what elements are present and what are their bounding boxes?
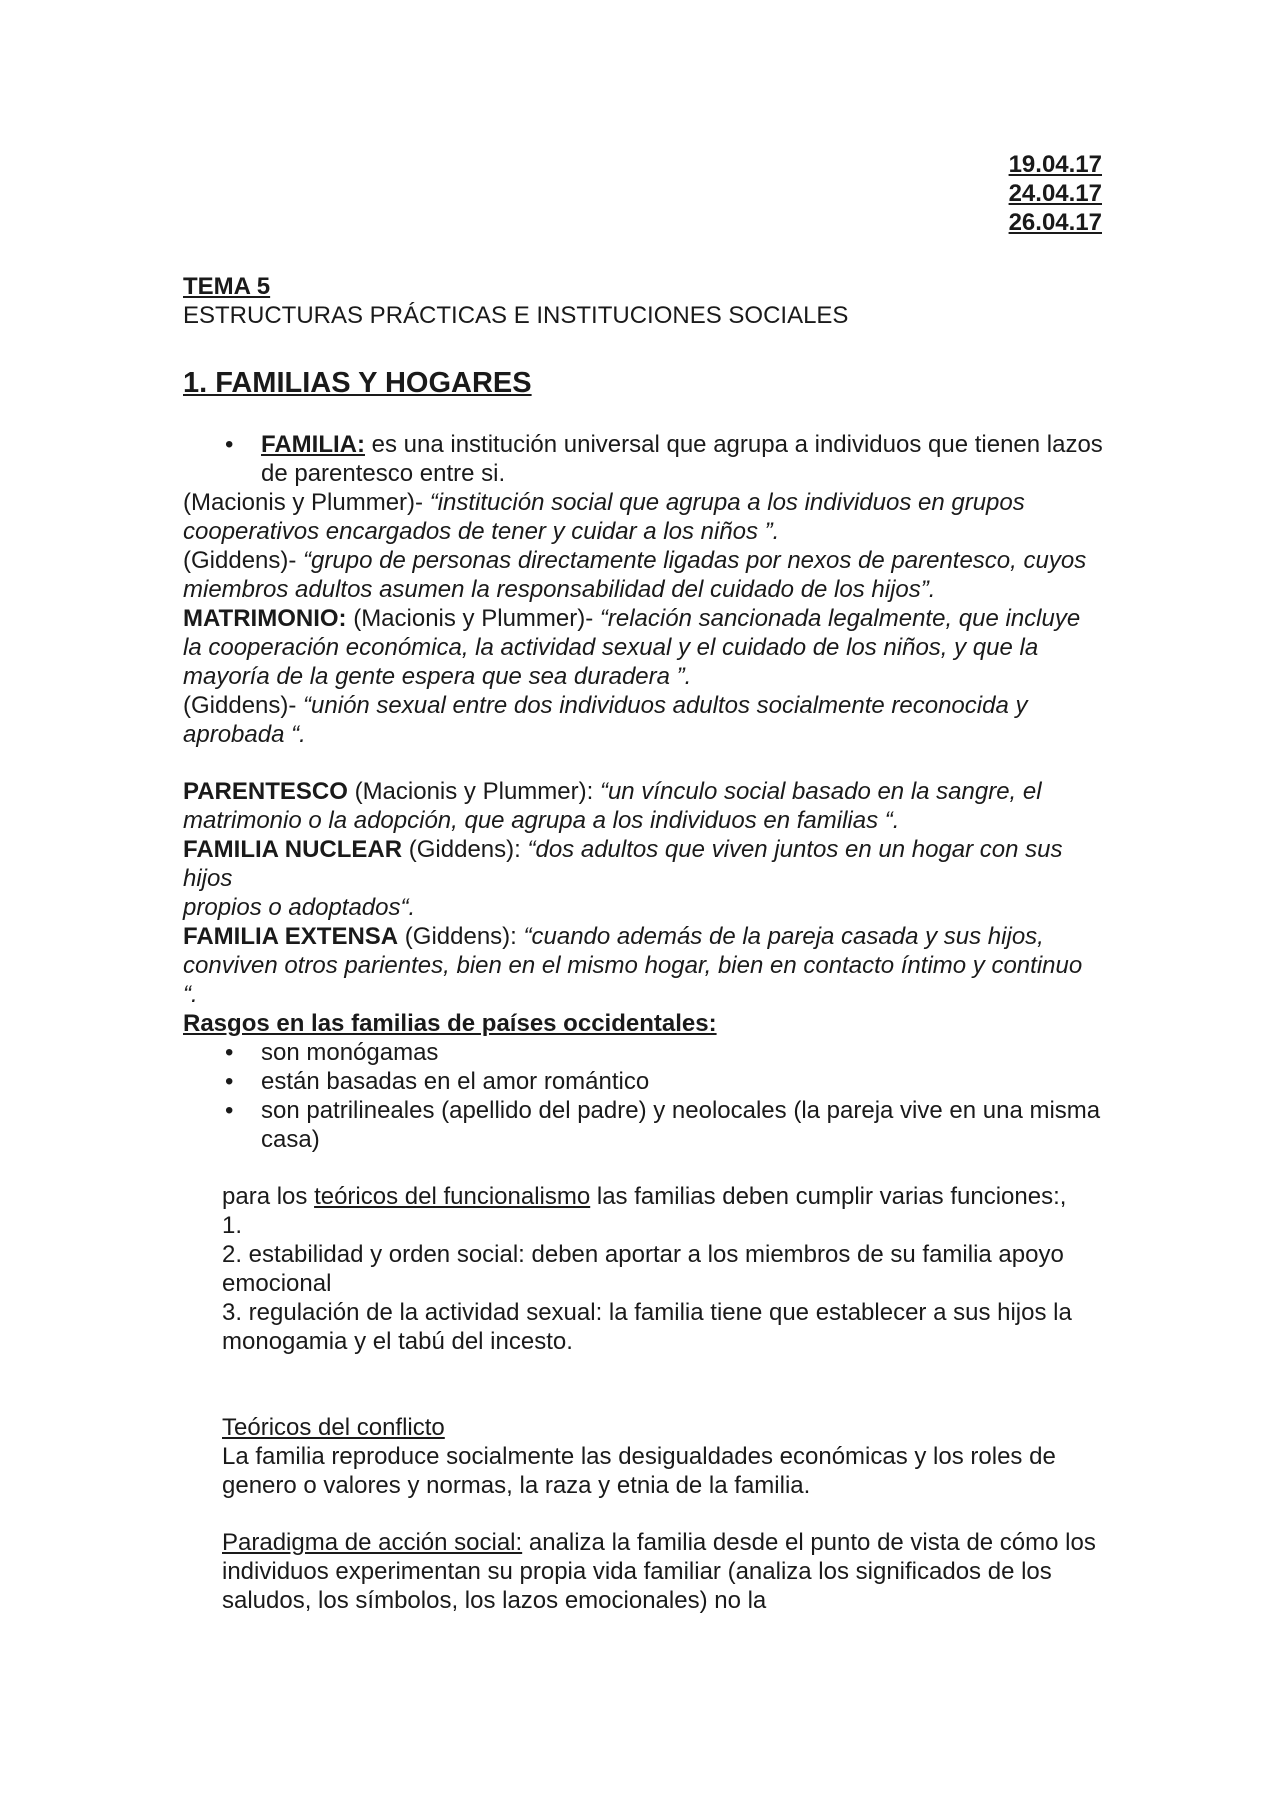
source-label: (Giddens): (398, 923, 524, 950)
function-item: 3. regulación de la actividad sexual: la familia tiene que establecer a sus hijos la monogamia y el tabú del incesto. (222, 1299, 1072, 1355)
document-body (183, 272, 1103, 1615)
text-span: analiza la familia desde el punto de vista de cómo los individuos experimentan su propia vida familiar (analiza los significados de los saludos, los símbolos, los lazos emocionales) no la (222, 1529, 1096, 1614)
matrimonio-term: MATRIMONIO: (183, 605, 347, 632)
list-item: • son monógamas (183, 1038, 1103, 1067)
source-label: (Macionis y Plummer): (347, 778, 600, 805)
quote-text: “unión sexual entre dos individuos adultos socialmente reconocida y aprobada “. (183, 692, 1028, 748)
rasgos-heading: Rasgos en las familias de países occidentales: (183, 1010, 717, 1037)
paradigma-paragraph (183, 1528, 1103, 1615)
text-span: las familias deben cumplir varias funciones:, (590, 1183, 1067, 1210)
function-item: 2. estabilidad y orden social: deben aportar a los miembros de su familia apoyo emocional (222, 1241, 1064, 1297)
tema-subtitle: ESTRUCTURAS PRÁCTICAS E INSTITUCIONES SOCIALES (183, 302, 849, 329)
quote-text: “un vínculo social basado en la sangre, el matrimonio o la adopción, que agrupa a los individuos en familias “. (183, 778, 1042, 834)
date-entry: 19.04.17 (1008, 151, 1102, 178)
parentesco-term: PARENTESCO (183, 778, 348, 805)
quote-text: “dos adultos que viven juntos en un hogar con sus hijos (183, 836, 1063, 892)
matrimonio-definition (183, 604, 1103, 691)
conflicto-text: La familia reproduce socialmente las desigualdades económicas y los roles de genero o valores y normas, la raza y etnia de la familia. (222, 1443, 1056, 1499)
funcionalismo-paragraph (183, 1182, 1103, 1211)
familia-term: FAMILIA: (261, 431, 365, 458)
familia-definition: es una institución universal que agrupa a individuos que tienen lazos de parentesco entre si. (261, 431, 1103, 487)
familia-giddens-definition (183, 546, 1103, 604)
matrimonio-giddens-definition (183, 691, 1103, 749)
rasgos-list (183, 1038, 1103, 1154)
conflicto-heading: Teóricos del conflicto (222, 1414, 445, 1441)
function-item: 1. (222, 1212, 243, 1239)
text-span: para los (222, 1183, 315, 1210)
quote-text: “relación sancionada legalmente, que incluye la cooperación económica, la actividad sexual y el cuidado de los niños, y que la mayoría de la gente espera que sea duradera ”. (183, 605, 1081, 690)
date-entry: 26.04.17 (1008, 209, 1102, 236)
paradigma-term: Paradigma de acción social: (222, 1529, 523, 1556)
tema-label: TEMA 5 (183, 273, 271, 300)
section-heading: 1. FAMILIAS Y HOGARES (183, 367, 532, 399)
source-label: (Giddens)- (183, 692, 304, 719)
extensa-term: FAMILIA EXTENSA (183, 923, 399, 950)
list-item: • están basadas en el amor romántico (183, 1067, 1103, 1096)
familia-nuclear-continuation: propios o adoptados“. (183, 894, 416, 921)
list-item (183, 430, 1103, 488)
source-label: (Giddens): (402, 836, 528, 863)
familia-extensa-definition (183, 922, 1103, 1009)
funcionalismo-term: teóricos del funcionalismo (314, 1183, 591, 1210)
list-item: • son patrilineales (apellido del padre) y neolocales (la pareja vive en una misma casa) (183, 1096, 1103, 1154)
quote-text: “cuando además de la pareja casada y sus hijos, conviven otros parientes, bien en el mismo hogar, bien en contacto íntimo y continuo “. (183, 923, 1083, 1008)
source-label: (Macionis y Plummer)- (183, 489, 430, 516)
familia-list (183, 430, 1103, 488)
familia-nuclear-definition (183, 835, 1103, 893)
parentesco-definition (183, 777, 1103, 835)
source-label: (Macionis y Plummer)- (346, 605, 600, 632)
date-list (1009, 150, 1102, 237)
quote-text: “institución social que agrupa a los individuos en grupos cooperativos encargados de tener y cuidar a los niños ”. (183, 489, 1025, 545)
nuclear-term: FAMILIA NUCLEAR (183, 836, 403, 863)
source-label: (Giddens)- (183, 547, 304, 574)
date-entry: 24.04.17 (1008, 180, 1102, 207)
quote-text: “grupo de personas directamente ligadas por nexos de parentesco, cuyos miembros adultos asumen la responsabilidad del cuidado de los hijos”. (183, 547, 1087, 603)
familia-macionis-definition (183, 488, 1103, 546)
